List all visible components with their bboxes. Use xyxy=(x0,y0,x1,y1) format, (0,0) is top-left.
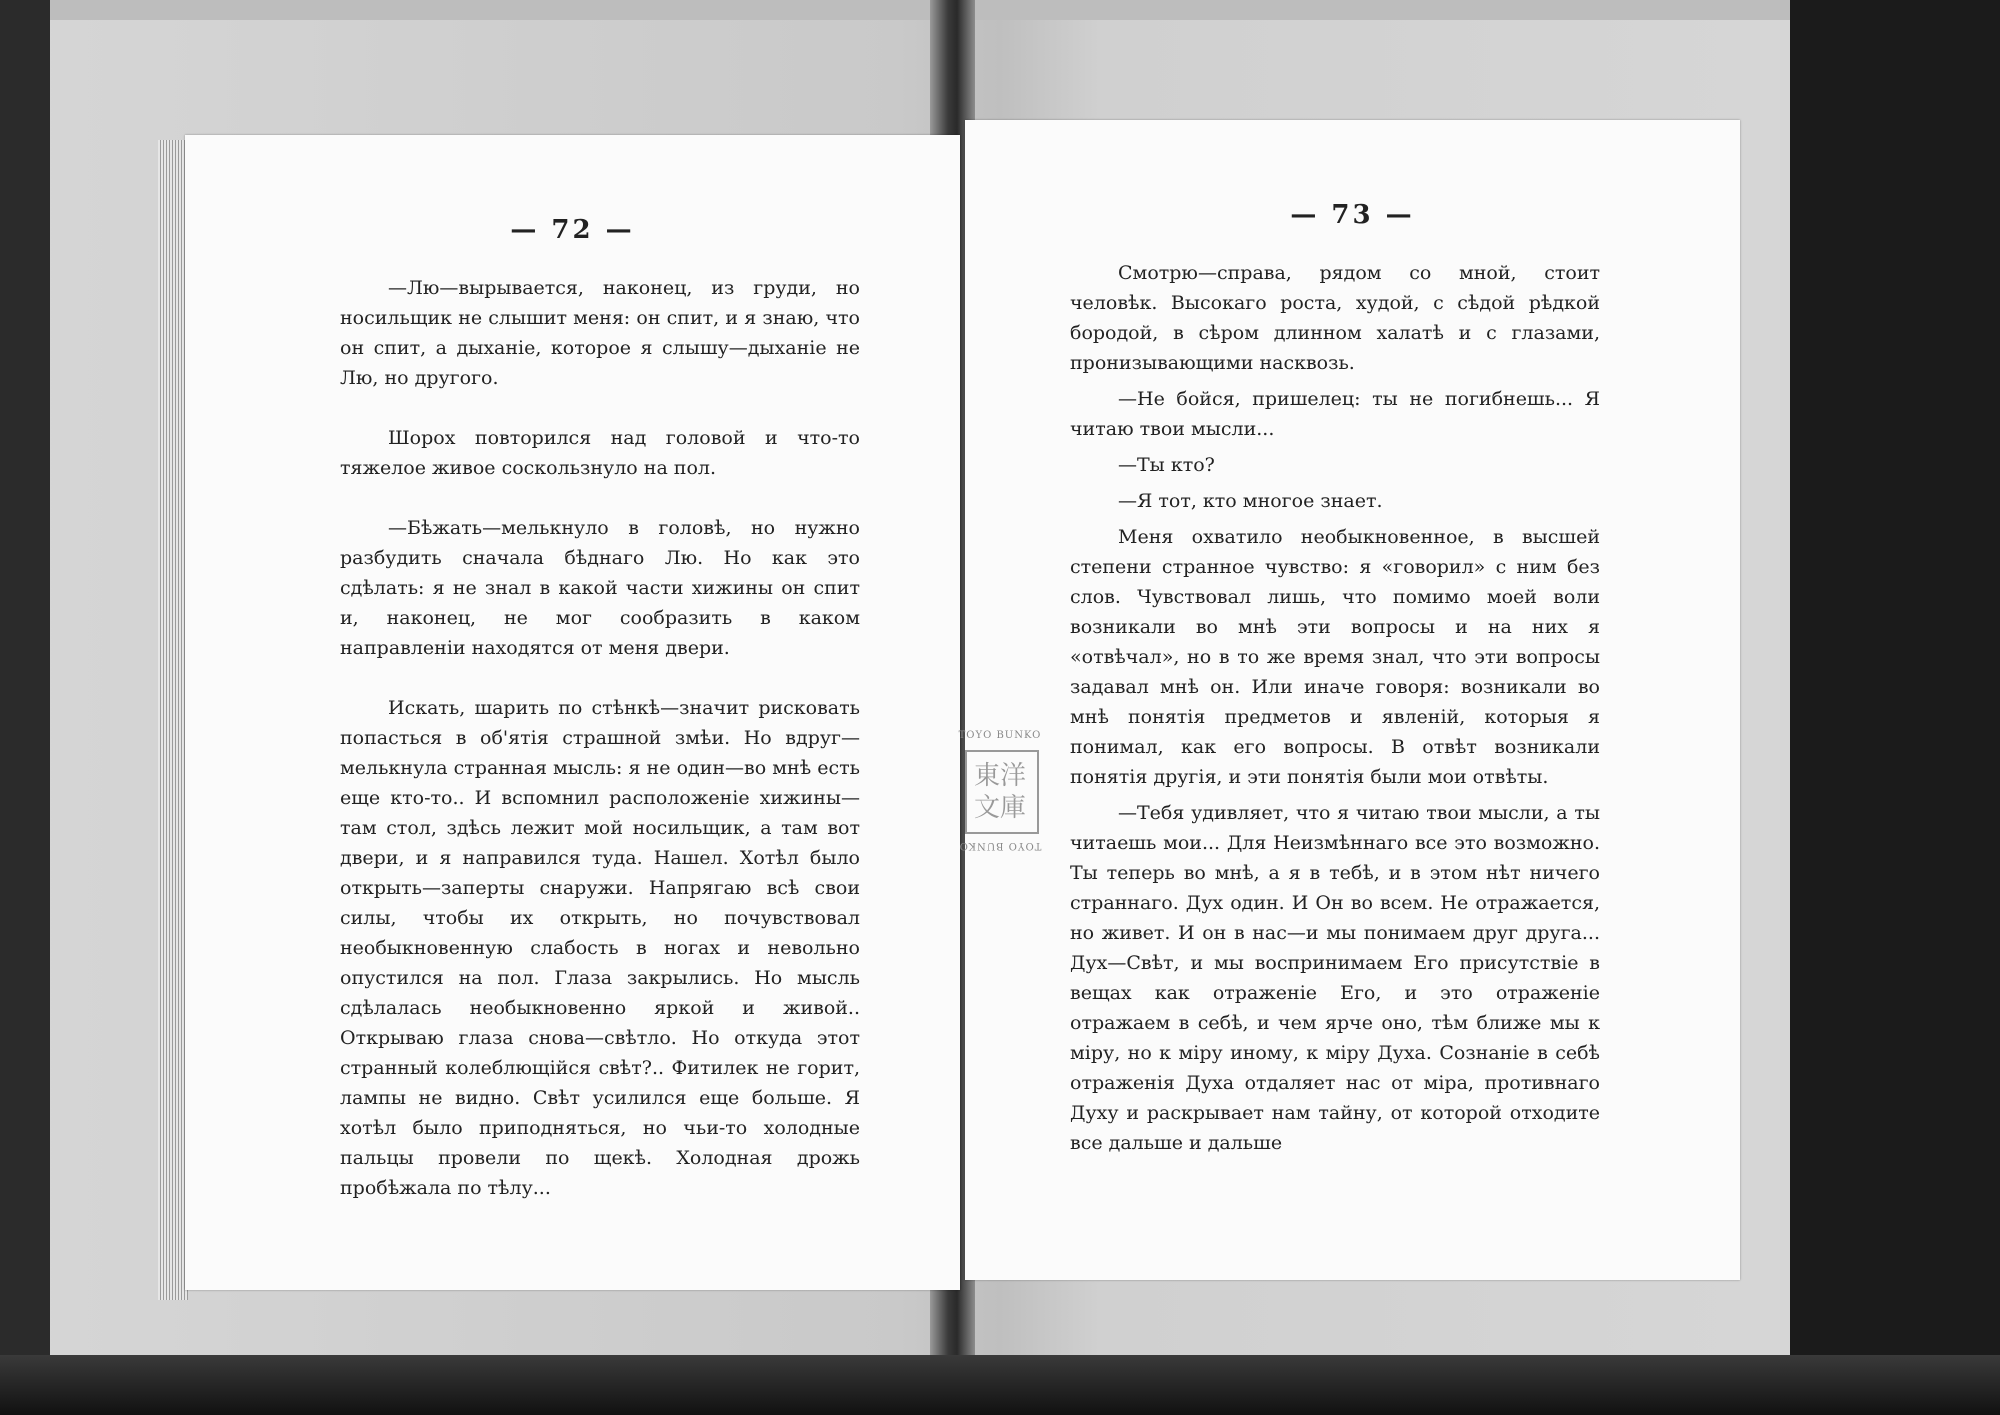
page-text xyxy=(340,273,867,1203)
library-stamp xyxy=(945,730,1055,870)
stamp-caption-top: TOYO BUNKO xyxy=(958,730,1042,741)
scan-top-edge xyxy=(50,0,2000,20)
paragraph: —Ты кто? xyxy=(1118,454,1215,476)
right-page xyxy=(965,120,1740,1280)
page-number: — 72 — xyxy=(510,215,635,245)
left-page xyxy=(185,135,960,1290)
scan-right-edge xyxy=(1790,0,2000,1415)
paragraph: —Бѣжать—мелькнуло в головѣ, но нужно разбудить сначала бѣднаго Лю. Но как это сдѣлать: я не знал в какой части хижины он спит и, наконец, не мог сообразить в каком направленіи находятся от меня двери. xyxy=(340,517,867,659)
paragraph: —Тебя удивляет, что я читаю твои мысли, а ты читаешь мои... Для Неизмѣннаго все это возможно. Ты теперь во мнѣ, а я в тебѣ, и в этом нѣт ничего страннаго. Дух один. И Он во всем. Не отражается, но живет. И он в нас—и мы понимаем друг друга... Дух—Свѣт, и мы воспринимаем Его присутствіе в вещах как отраженіе Его, и это отраженіе отражаем в себѣ, и чем ярче оно, тѣм ближе мы к міру, но к міру иному, к міру Духа. Сознаніе в себѣ отраженія Духа отдаляет нас от міра, противнаго Духу и раскрывает нам тайну, от которой отходите все дальше и дальше xyxy=(1070,802,1607,1154)
stamp-caption-bottom: TOYO BUNKO xyxy=(958,840,1042,851)
page-stack-edges xyxy=(158,140,188,1300)
paragraph: —Лю—вырывается, наконец, из груди, но носильщик не слышит меня: он спит, и я знаю, что он спит, а дыханіе, которое я слышу—дыханіе не Лю, но другого. xyxy=(340,277,867,389)
paragraph: —Не бойся, пришелец: ты не погибнешь... Я читаю твои мысли... xyxy=(1070,388,1607,440)
scan-bottom-edge xyxy=(0,1355,2000,1415)
paragraph: Смотрю—справа, рядом со мной, стоит человѣк. Высокаго роста, худой, с сѣдой рѣдкой бородой, в сѣром длинном халатѣ и с глазами, пронизывающими насквозь. xyxy=(1070,262,1607,374)
paragraph: Искать, шарить по стѣнкѣ—значит рисковать попасться в об'ятія страшной змѣи. Но вдруг—мелькнула странная мысль: я не один—во мнѣ есть еще кто-то.. И вспомнил расположеніе хижины—там стол, здѣсь лежит мой носильщик, а там вот двери, и я направился туда. Нашел. Хотѣл было открыть—заперты снаружи. Напрягаю всѣ свои силы, чтобы их открыть, но почувствовал необыкновенную слабость в ногах и невольно опустился на пол. Глаза закрылись. Но мысль сдѣлалась необыкновенно яркой и живой.. Открываю глаза снова—свѣтло. Но откуда этот странный колеблющійся свѣт?.. Фитилек не горит, лампы не видно. Свѣт усилился еще больше. Я хотѣл было приподняться, но чьи-то холодные пальцы провели по щекѣ. Холодная дрожь пробѣжала по тѣлу... xyxy=(340,697,867,1199)
paragraph: Шорох повторился над головой и что-то тяжелое живое соскользнуло на пол. xyxy=(340,427,867,479)
page-text xyxy=(1070,258,1607,1158)
page-number: — 73 — xyxy=(1290,200,1415,230)
stamp-seal-characters: 東洋文庫 xyxy=(973,761,1026,823)
paragraph: Меня охватило необыкновенное, в высшей степени странное чувство: я «говорил» с ним без слов. Чувствовал лишь, что помимо моей воли возникали во мнѣ эти вопросы и на них я «отвѣчал», но в то же время знал, что эти вопросы задавал мнѣ он. Или иначе говоря: возникали во мнѣ понятія предметов и явленій, которыя я понимал, как его вопросы. В отвѣт возникали понятія другія, и эти понятія были мои отвѣты. xyxy=(1070,526,1607,788)
scan-left-edge xyxy=(0,0,50,1415)
paragraph: —Я тот, кто многое знает. xyxy=(1118,490,1383,512)
